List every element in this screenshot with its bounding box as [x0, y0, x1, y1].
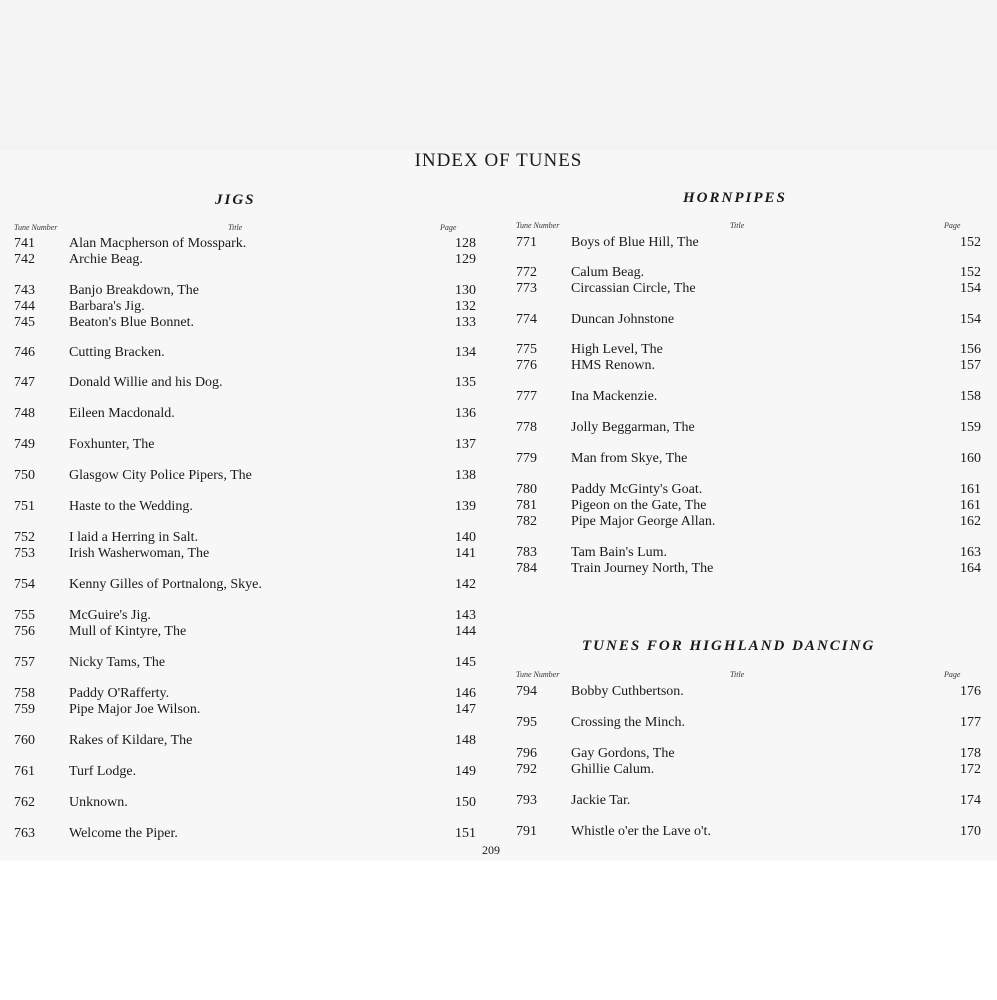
- tune-number: 763: [14, 826, 35, 841]
- tune-title: Circassian Circle, The: [571, 281, 696, 296]
- tune-title: HMS Renown.: [571, 358, 656, 373]
- tune-number: 778: [516, 420, 537, 435]
- page-reference: 151: [455, 826, 476, 841]
- tune-title: Nicky Tams, The: [69, 655, 166, 670]
- page-reference: 178: [960, 746, 981, 761]
- tune-title: Train Journey North, The: [571, 561, 714, 576]
- tune-number: 748: [14, 406, 35, 421]
- page-reference: 154: [960, 312, 981, 327]
- column-header-title: Title: [730, 670, 745, 679]
- tune-title: Whistle o'er the Lave o't.: [571, 824, 711, 839]
- page-reference: 163: [960, 545, 981, 560]
- tune-title: Ghillie Calum.: [571, 762, 655, 777]
- tune-title: Gay Gordons, The: [571, 746, 675, 761]
- tune-number: 757: [14, 655, 35, 670]
- tune-number: 780: [516, 482, 537, 497]
- tune-number: 777: [516, 389, 537, 404]
- page-reference: 148: [455, 733, 476, 748]
- tune-number: 750: [14, 468, 35, 483]
- page-reference: 177: [960, 715, 981, 730]
- tune-number: 773: [516, 281, 537, 296]
- page-reference: 149: [455, 764, 476, 779]
- tune-title: Rakes of Kildare, The: [69, 733, 193, 748]
- tune-title: I laid a Herring in Salt.: [69, 530, 199, 545]
- tune-number: 744: [14, 299, 35, 314]
- tune-title: Tam Bain's Lum.: [571, 545, 668, 560]
- column-header-tune-number: Tune Number: [14, 223, 58, 232]
- page-reference: 162: [960, 514, 981, 529]
- column-header-title: Title: [730, 221, 745, 230]
- tune-number: 752: [14, 530, 35, 545]
- page-reference: 139: [455, 499, 476, 514]
- page-reference: 129: [455, 252, 476, 267]
- page-reference: 160: [960, 451, 981, 466]
- page-reference: 142: [455, 577, 476, 592]
- tune-title: Cutting Bracken.: [69, 345, 165, 360]
- tune-number: 756: [14, 624, 35, 639]
- tune-number: 743: [14, 283, 35, 298]
- tune-number: 775: [516, 342, 537, 357]
- tune-number: 781: [516, 498, 537, 513]
- tune-number: 776: [516, 358, 537, 373]
- page-reference: 141: [455, 546, 476, 561]
- page-reference: 143: [455, 608, 476, 623]
- page-reference: 135: [455, 375, 476, 390]
- tune-title: Ina Mackenzie.: [571, 389, 658, 404]
- tune-number: 760: [14, 733, 35, 748]
- tune-number: 779: [516, 451, 537, 466]
- tune-number: 796: [516, 746, 537, 761]
- tune-title: Eileen Macdonald.: [69, 406, 175, 421]
- page-reference: 161: [960, 498, 981, 513]
- tune-number: 762: [14, 795, 35, 810]
- tune-number: 772: [516, 265, 537, 280]
- page-reference: 172: [960, 762, 981, 777]
- section-title-jigs: JIGS: [215, 192, 256, 208]
- tune-title: Unknown.: [69, 795, 128, 810]
- tune-title: Paddy McGinty's Goat.: [571, 482, 703, 497]
- tune-title: Duncan Johnstone: [571, 312, 675, 327]
- tune-number: 749: [14, 437, 35, 452]
- tune-title: Crossing the Minch.: [571, 715, 685, 730]
- page-reference: 156: [960, 342, 981, 357]
- page-reference: 138: [455, 468, 476, 483]
- page-reference: 161: [960, 482, 981, 497]
- tune-title: Jackie Tar.: [571, 793, 631, 808]
- tune-title: Barbara's Jig.: [69, 299, 145, 314]
- section-title-hornpipes: HORNPIPES: [683, 190, 787, 206]
- tune-title: Man from Skye, The: [571, 451, 688, 466]
- tune-number: 771: [516, 235, 537, 250]
- page-reference: 159: [960, 420, 981, 435]
- page-reference: 157: [960, 358, 981, 373]
- page-reference: 174: [960, 793, 981, 808]
- column-header-page: Page: [944, 670, 961, 679]
- page-reference: 145: [455, 655, 476, 670]
- tune-number: 784: [516, 561, 537, 576]
- tune-number: 761: [14, 764, 35, 779]
- tune-number: 758: [14, 686, 35, 701]
- page-reference: 136: [455, 406, 476, 421]
- tune-number: 794: [516, 684, 537, 699]
- page-number: 209: [482, 843, 500, 857]
- page-reference: 154: [960, 281, 981, 296]
- tune-title: Foxhunter, The: [69, 437, 155, 452]
- tune-number: 751: [14, 499, 35, 514]
- tune-title: Calum Beag.: [571, 265, 645, 280]
- scan-margin: [0, 0, 997, 150]
- tune-title: Irish Washerwoman, The: [69, 546, 210, 561]
- page-reference: 140: [455, 530, 476, 545]
- tune-title: Boys of Blue Hill, The: [571, 235, 699, 250]
- tune-number: 741: [14, 236, 35, 251]
- tune-title: Pigeon on the Gate, The: [571, 498, 707, 513]
- page-reference: 130: [455, 283, 476, 298]
- tune-title: Jolly Beggarman, The: [571, 420, 695, 435]
- tune-title: Mull of Kintyre, The: [69, 624, 187, 639]
- page-reference: 132: [455, 299, 476, 314]
- column-header-tune-number: Tune Number: [516, 670, 560, 679]
- tune-title: Banjo Breakdown, The: [69, 283, 199, 298]
- column-header-title: Title: [228, 223, 243, 232]
- tune-title: Archie Beag.: [69, 252, 143, 267]
- page-reference: 144: [455, 624, 476, 639]
- tune-number: 759: [14, 702, 35, 717]
- page-reference: 158: [960, 389, 981, 404]
- tune-number: 747: [14, 375, 35, 390]
- page-reference: 152: [960, 265, 981, 280]
- page-reference: 137: [455, 437, 476, 452]
- page-reference: 170: [960, 824, 981, 839]
- tune-number: 745: [14, 315, 35, 330]
- tune-number: 755: [14, 608, 35, 623]
- tune-number: 753: [14, 546, 35, 561]
- tune-title: Pipe Major Joe Wilson.: [69, 702, 201, 717]
- page-reference: 150: [455, 795, 476, 810]
- tune-number: 742: [14, 252, 35, 267]
- tune-title: Turf Lodge.: [69, 764, 137, 779]
- tune-title: High Level, The: [571, 342, 663, 357]
- tune-title: McGuire's Jig.: [69, 608, 151, 623]
- tune-number: 792: [516, 762, 537, 777]
- tune-title: Kenny Gilles of Portnalong, Skye.: [69, 577, 262, 592]
- section-title-highland-dancing: TUNES FOR HIGHLAND DANCING: [582, 638, 876, 654]
- tune-title: Alan Macpherson of Mosspark.: [69, 236, 247, 251]
- page-reference: 128: [455, 236, 476, 251]
- page-reference: 133: [455, 315, 476, 330]
- page-reference: 152: [960, 235, 981, 250]
- tune-title: Paddy O'Rafferty.: [69, 686, 170, 701]
- page-title: INDEX OF TUNES: [414, 150, 583, 171]
- tune-number: 783: [516, 545, 537, 560]
- tune-number: 795: [516, 715, 537, 730]
- tune-number: 774: [516, 312, 537, 327]
- tune-title: Pipe Major George Allan.: [571, 514, 716, 529]
- page-reference: 146: [455, 686, 476, 701]
- tune-number: 793: [516, 793, 537, 808]
- tune-title: Bobby Cuthbertson.: [571, 684, 684, 699]
- tune-title: Donald Willie and his Dog.: [69, 375, 223, 390]
- page-reference: 134: [455, 345, 476, 360]
- tune-title: Welcome the Piper.: [69, 826, 178, 841]
- column-header-page: Page: [944, 221, 961, 230]
- column-header-tune-number: Tune Number: [516, 221, 560, 230]
- page-reference: 147: [455, 702, 476, 717]
- tune-title: Haste to the Wedding.: [69, 499, 193, 514]
- tune-title: Beaton's Blue Bonnet.: [69, 315, 195, 330]
- tune-number: 754: [14, 577, 35, 592]
- tune-number: 791: [516, 824, 537, 839]
- column-header-page: Page: [440, 223, 457, 232]
- tune-number: 782: [516, 514, 537, 529]
- page-reference: 176: [960, 684, 981, 699]
- tune-title: Glasgow City Police Pipers, The: [69, 468, 252, 483]
- page-reference: 164: [960, 561, 981, 576]
- tune-number: 746: [14, 345, 35, 360]
